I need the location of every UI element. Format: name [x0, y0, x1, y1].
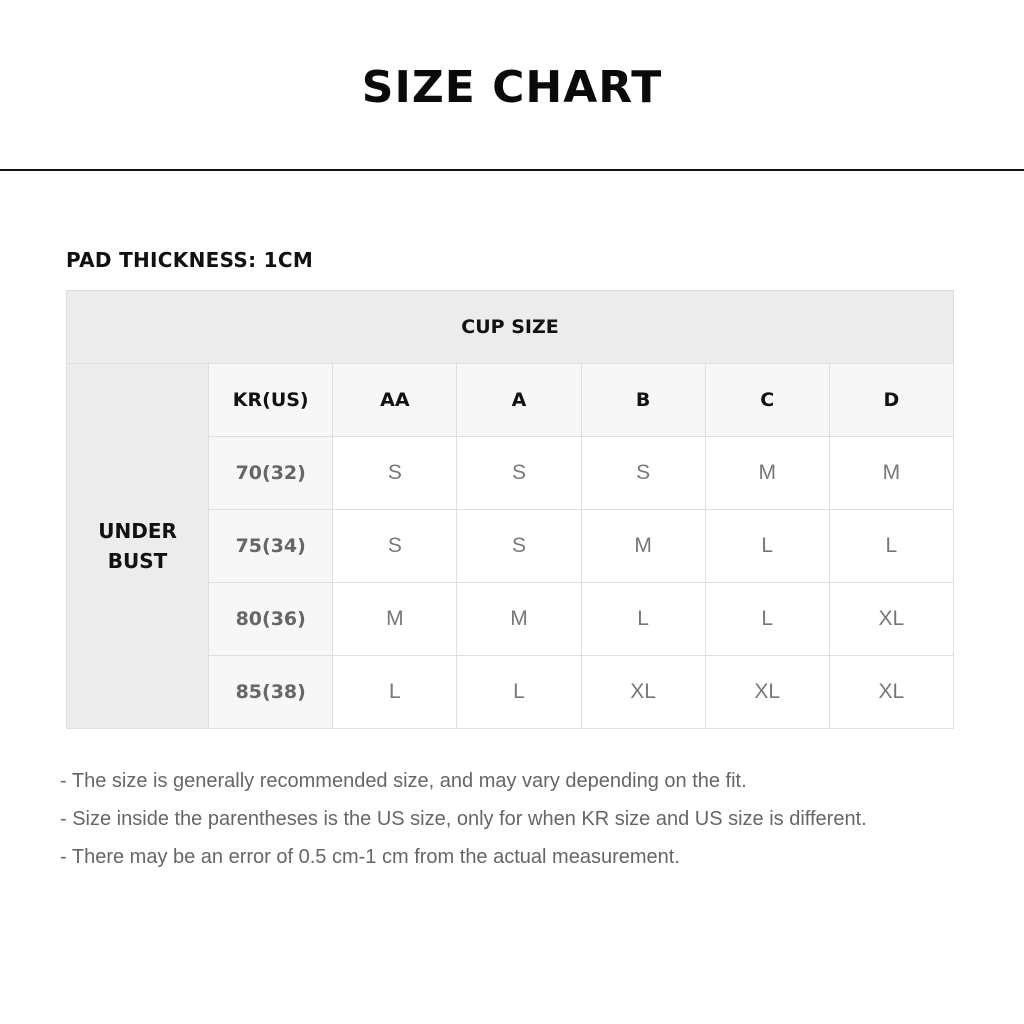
cup-header-a: A — [457, 364, 581, 437]
note-item: - There may be an error of 0.5 cm-1 cm from the actual measurement. — [60, 846, 680, 868]
size-cell: XL — [829, 583, 953, 656]
size-cell: M — [581, 510, 705, 583]
size-cell: XL — [829, 656, 953, 729]
size-cell: L — [333, 656, 457, 729]
size-cell: M — [705, 437, 829, 510]
note-item: - Size inside the parentheses is the US size, only for when KR size and US size is different. — [60, 808, 867, 830]
cup-header-aa: AA — [333, 364, 457, 437]
band-label: 75(34) — [209, 510, 333, 583]
size-cell: L — [705, 510, 829, 583]
size-cell: L — [457, 656, 581, 729]
under-bust-line-1: UNDER — [98, 519, 177, 543]
size-cell: L — [581, 583, 705, 656]
under-bust-header — [67, 364, 209, 729]
header-row — [67, 364, 954, 437]
size-cell: M — [457, 583, 581, 656]
size-cell: S — [333, 510, 457, 583]
size-cell: M — [829, 437, 953, 510]
cup-header-c: C — [705, 364, 829, 437]
pad-thickness-label: PAD THICKNESS: 1CM — [66, 248, 314, 272]
size-cell: S — [333, 437, 457, 510]
size-cell: M — [333, 583, 457, 656]
cup-size-row — [67, 291, 954, 364]
band-label: 85(38) — [209, 656, 333, 729]
size-cell: XL — [581, 656, 705, 729]
size-cell: XL — [705, 656, 829, 729]
kr-us-header: KR(US) — [209, 364, 333, 437]
band-label: 70(32) — [209, 437, 333, 510]
band-label: 80(36) — [209, 583, 333, 656]
size-cell: L — [705, 583, 829, 656]
under-bust-line-2: BUST — [107, 549, 168, 573]
page-title: SIZE CHART — [361, 62, 663, 113]
cup-size-header: CUP SIZE — [67, 291, 954, 364]
cup-header-b: B — [581, 364, 705, 437]
size-cell: L — [829, 510, 953, 583]
size-cell: S — [581, 437, 705, 510]
cup-header-d: D — [829, 364, 953, 437]
size-cell: S — [457, 510, 581, 583]
size-cell: S — [457, 437, 581, 510]
size-chart-table — [66, 290, 954, 729]
title-divider — [0, 169, 1024, 171]
note-item: - The size is generally recommended size, and may vary depending on the fit. — [60, 770, 747, 792]
notes-list — [60, 766, 867, 880]
